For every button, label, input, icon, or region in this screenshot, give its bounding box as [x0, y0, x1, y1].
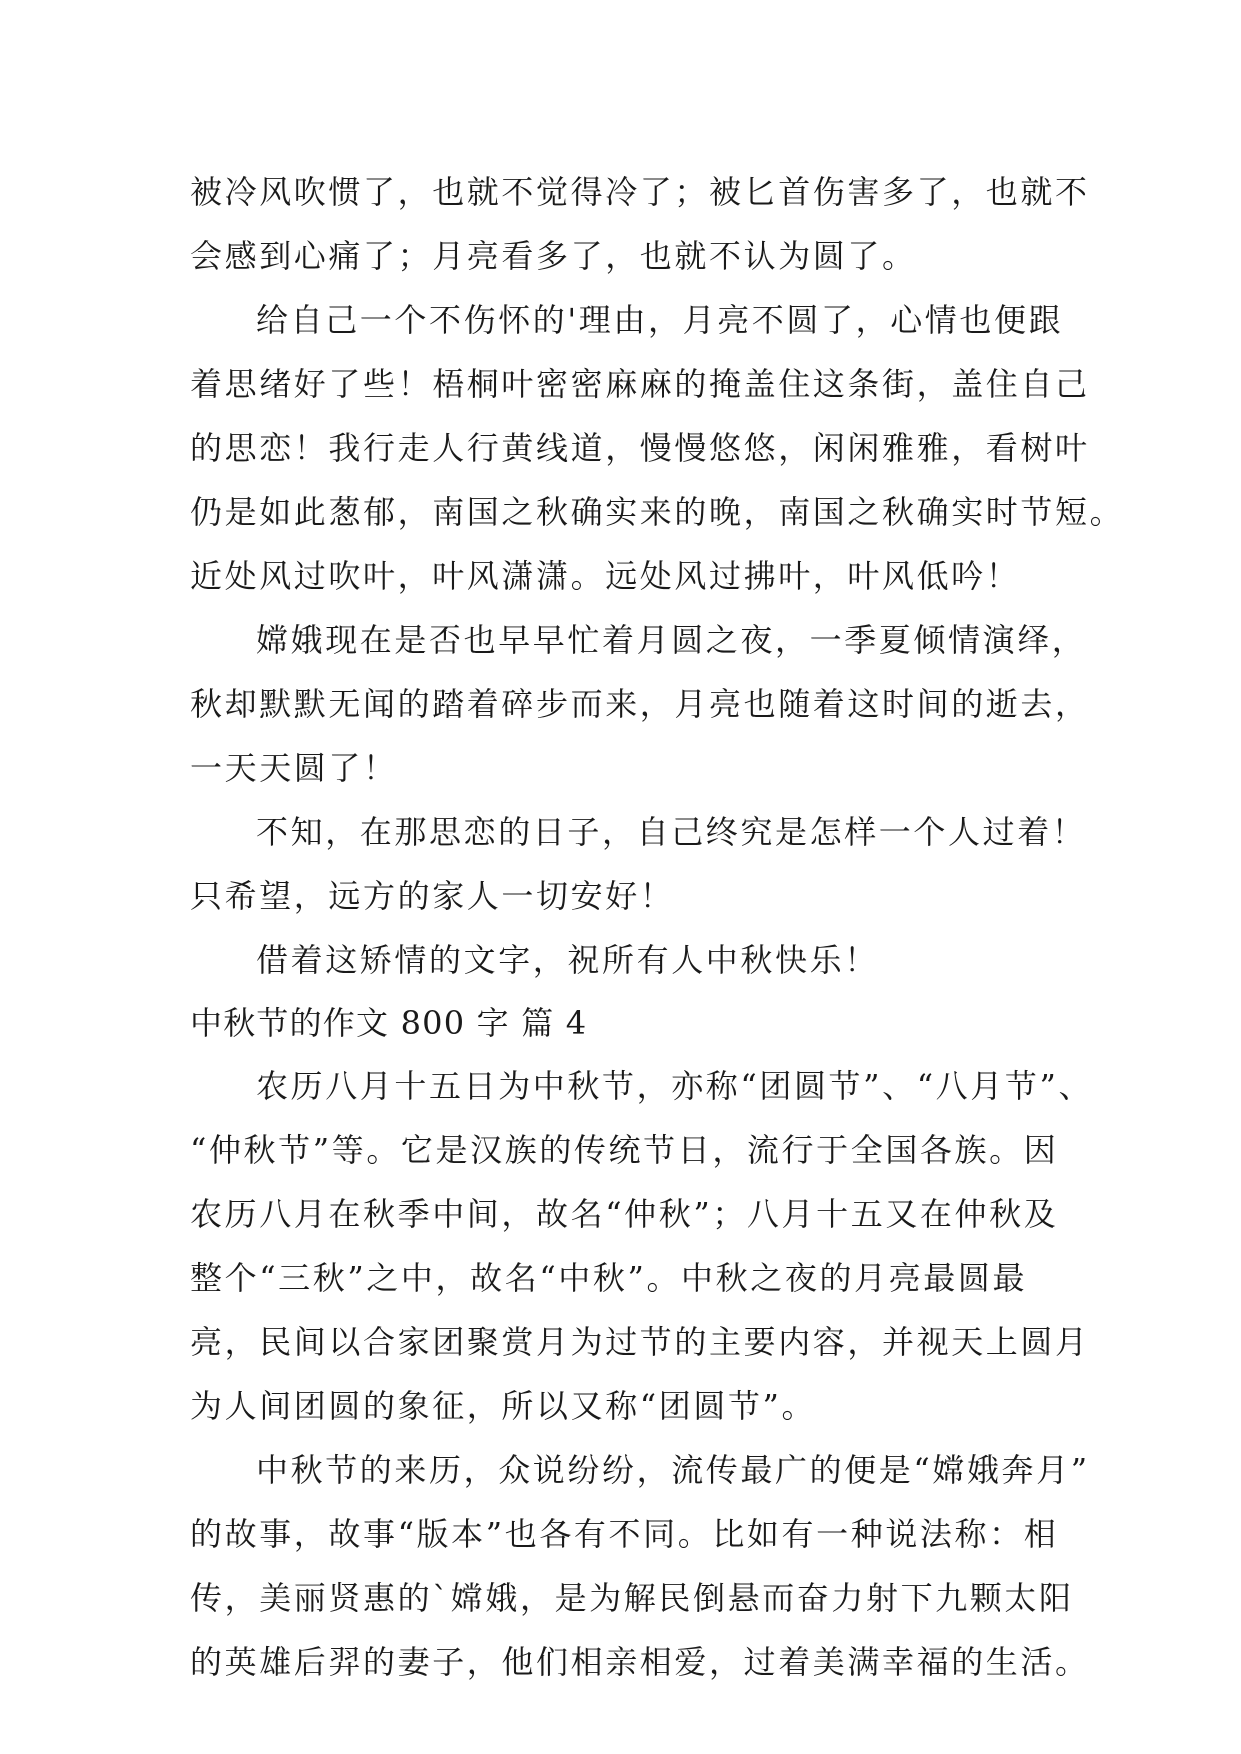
paragraph-line: “仲秋节”等。它是汉族的传统节日，流行于全国各族。因 — [190, 1131, 1059, 1169]
section-heading: 中秋节的作文 800 字 篇 4 — [190, 1004, 588, 1042]
paragraph-first-line: 中秋节的来历，众说纷纷，流传最广的便是“嫦娥奔月” — [256, 1451, 1090, 1489]
paragraph-first-line: 给自己一个不伤怀的'理由，月亮不圆了，心情也便跟 — [256, 301, 1064, 339]
paragraph-line: 亮，民间以合家团聚赏月为过节的主要内容，并视天上圆月 — [190, 1323, 1090, 1361]
paragraph-line: 只希望，远方的家人一切安好！ — [190, 877, 675, 915]
paragraph-first-line: 嫦娥现在是否也早早忙着月圆之夜，一季夏倾情演绎， — [256, 621, 1087, 659]
paragraph-first-line: 农历八月十五日为中秋节，亦称“团圆节”、“八月节”、 — [256, 1067, 1094, 1105]
paragraph-line: 传，美丽贤惠的`嫦娥，是为解民倒悬而奋力射下九颗太阳 — [190, 1579, 1074, 1617]
paragraph-line: 被冷风吹惯了，也就不觉得冷了；被匕首伤害多了，也就不 — [190, 173, 1090, 211]
paragraph-line: 整个“三秋”之中，故名“中秋”。中秋之夜的月亮最圆最 — [190, 1259, 1028, 1297]
paragraph-line: 近处风过吹叶，叶风潇潇。远处风过拂叶，叶风低吟！ — [190, 557, 1021, 595]
paragraph-line: 的英雄后羿的妻子，他们相亲相爱，过着美满幸福的生活。 — [190, 1643, 1090, 1681]
paragraph-line: 秋却默默无闻的踏着碎步而来，月亮也随着这时间的逝去， — [190, 685, 1090, 723]
paragraph-line: 一天天圆了！ — [190, 749, 398, 787]
paragraph-first-line: 借着这矫情的文字，祝所有人中秋快乐！ — [256, 941, 879, 979]
paragraph-line: 的故事，故事“版本”也各有不同。比如有一种说法称：相 — [190, 1515, 1059, 1553]
paragraph-line: 为人间团圆的象征，所以又称“团圆节”。 — [190, 1387, 817, 1425]
document-body — [190, 160, 1125, 1694]
paragraph-line: 着思绪好了些！梧桐叶密密麻麻的掩盖住这条街，盖住自己 — [190, 365, 1090, 403]
paragraph-line: 会感到心痛了；月亮看多了，也就不认为圆了。 — [190, 237, 917, 275]
paragraph-line: 农历八月在秋季中间，故名“仲秋”；八月十五又在仲秋及 — [190, 1195, 1059, 1233]
paragraph-line: 仍是如此葱郁，南国之秋确实来的晚，南国之秋确实时节短。 — [190, 493, 1125, 531]
paragraph-line: 的思恋！我行走人行黄线道，慢慢悠悠，闲闲雅雅，看树叶 — [190, 429, 1090, 467]
paragraph-first-line: 不知，在那思恋的日子，自己终究是怎样一个人过着！ — [256, 813, 1087, 851]
